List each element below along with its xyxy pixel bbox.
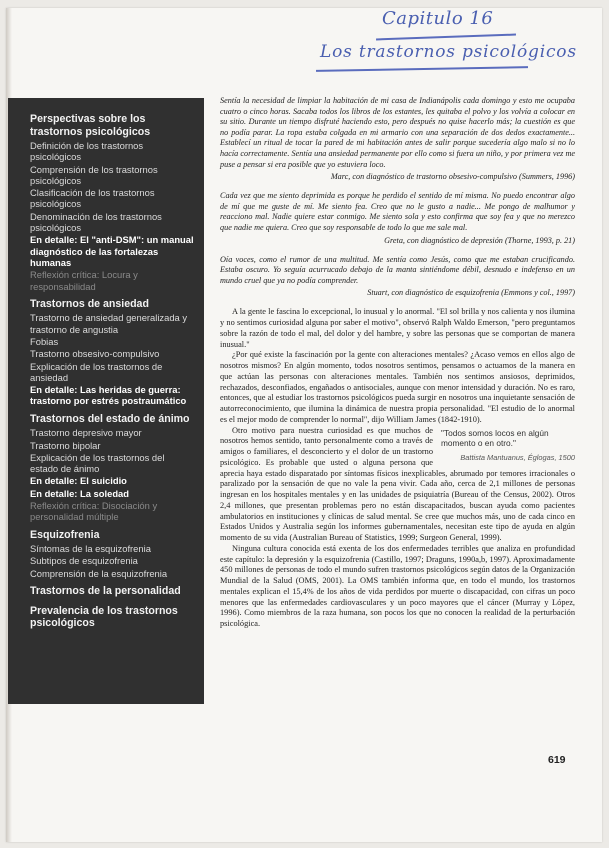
outline-item: Comprensión de la esquizofrenia [30, 567, 168, 579]
quote-3-attribution: Stuart, con diagnóstico de esquizofrenia (Emmons y col., 1997) [367, 288, 575, 298]
outline-item: Explicación de los trastornos de ansiedad [30, 360, 163, 383]
quote-2-attribution: Greta, con diagnóstico de depresión (Thorne, 1993, p. 21) [384, 235, 575, 245]
outline-section-heading: Perspectivas sobre los trastornos psicológicos [30, 113, 151, 138]
outline-item: Subtipos de esquizofrenia [30, 555, 138, 567]
outline-section-heading: Trastornos de la personalidad [30, 585, 181, 597]
outline-item: Trastorno obsesivo-compulsivo [30, 348, 160, 360]
pull-quote-attribution: Battista Mantuanus, Églogas, 1500 [460, 452, 575, 462]
section-spacer [30, 632, 194, 637]
main-text-column [220, 96, 575, 630]
handwritten-chapter-title: Los trastornos psicológicos [320, 42, 577, 62]
outline-item: Definición de los trastornos psicológicos [30, 140, 144, 163]
chapter-outline-sidebar [8, 98, 204, 704]
outline-item: Comprensión de los trastornos psicológicos [30, 163, 158, 186]
outline-item: Trastorno depresivo mayor [30, 427, 142, 439]
outline-section-heading: Esquizofrenia [30, 528, 100, 541]
outline-item: En detalle: El "anti-DSM": un manual diagnóstico de las fortalezas humanas [30, 234, 194, 268]
outline-item: Trastorno bipolar [30, 439, 101, 451]
outline-item: Reflexión crítica: Disociación y personalidad múltiple [30, 500, 158, 523]
body-paragraph-2: ¿Por qué existe la fascinación por la gente con alteraciones mentales? ¿Acaso vemos en ellos algo de nosotros mismos? En algún momento, todos nosotros sentimos, pensamos o actuamos de la manera en que actúan las personas con alteraciones mentales. También nos sentimos ansiosos, deprimidos, rechazados, desconfiados, engañados o antisociales, aunque con menor intensidad y duración. No es raro, entonces, que al estudiar los trastornos psicológicos pueda surgir en nosotros una inquietante sensación de autorreconocimiento, que ilumina la dinámica de nuestra propia personalidad. "El estudio de lo anormal es el mejor modo de comprender lo normal", dijo William James (1842-1910). [220, 350, 575, 424]
chapter-outline-list [8, 98, 204, 637]
margin-pull-quote [441, 428, 575, 462]
quote-1-attribution: Marc, con diagnóstico de trastorno obsesivo-compulsivo (Summers, 1996) [330, 172, 575, 182]
outline-section-heading: Trastornos de ansiedad [30, 297, 149, 310]
body-paragraph-4: Ninguna cultura conocida está exenta de los dos enfermedades terribles que analiza en profundidad este capítulo: la depresión y la esquizofrenia (Castillo, 1997; Draguns, 1990a,b, 1997). Aproximadamente 450 millones de personas de todo el mundo sufren trastornos psicológicos según datos de la Organización Mundial de la Salud (OMS, 2001). La OMS también informa que, en todo el mundo, los trastornos mentales explican el 15,4% de los años de vida perdidos por muerte o discapacidad, con cifras un poco menores que las enfermedades cardiovasculares y un poco mayores que el cáncer (Murray y López, 1996). Como miembros de la raza humana, son pocos los que no conocen la realidad de la perturbación psicológica. [220, 543, 575, 629]
body-paragraph-3: Otro motivo para nuestra curiosidad es que muchos de nosotros hemos sentido, tanto personalmente como a través de amigos o familiares, el desconcierto y el dolor de un trastorno psicológico. Es probable que usted o alguna persona que aprecia haya estado disparatado por síntomas físicos inexplicables, abrumado por temores irracionales o paralizado por la sensación de que no vale la pena vivir. Cada año, cerca de 2,1 millones de personas ingresan en los hospitales mentales y en las unidades de psiquiatría (Bureau of the Census, 2002). Otros 2,4 millones, que presentan problemas pero no están discapacitados, buscan ayuda como pacientes ambulatorios en instituciones y clínicas de salud mental. Se cree que muchos más, uno de cada cinco en Estados Unidos y Australia según los informes gubernamentales, necesitan este tipo de ayuda en algún momento de su vida (Australian Bureau of Statistics, 1999; Surgeon General, 1999). [220, 425, 575, 543]
outline-section-heading: Trastornos del estado de ánimo [30, 412, 190, 425]
outline-item: En detalle: El suicidio [30, 475, 127, 487]
outline-item: En detalle: La soledad [30, 487, 129, 499]
page-number: 619 [548, 754, 566, 766]
body-paragraph-1: A la gente le fascina lo excepcional, lo inusual y lo anormal. "El sol brilla y nos calienta y nos ilumina y no sentimos curiosidad alguna por saber el motivo", observó Ralph Waldo Emerson, "pero preguntamos sobre la razón de todo el mal, del dolor y del hambre, y sobre las personas que se comportan de manera inusual." [220, 307, 575, 349]
outline-item: Trastorno de ansiedad generalizada y trastorno de angustia [30, 312, 188, 335]
outline-item: Fobias [30, 335, 59, 347]
outline-section-heading: Prevalencia de los trastornos psicológicos [30, 604, 178, 629]
opening-quote-1: Sentía la necesidad de limpiar la habitación de mi casa de Indianápolis cada domingo y esto me ocupaba cuatro o cinco horas. Sacaba todos los libros de los estantes, les quitaba el polvo y los volvía a colocar en su sitio. Durante un tiempo disfruté haciendo esto, pero después no quise hacerlo más; la cuestión es que no podía parar. La ropa estaba colgada en mi armario con una separación de dos dedos exactamente... Establecí un ritual de tocar la pared de mi habitación antes de salir porque sucedería algo malo si no lo hacía correctamente. Sentía una ansiedad permanente por ello como si fuera un niño, y por primera vez me puse a pensar si era posible que yo estuviera loco. [220, 96, 575, 169]
opening-quote-2: Cada vez que me siento deprimida es porque he perdido el sentido de mí misma. No puedo encontrar algo de mí que me guste de mí. Me siento fea. Creo que no le gusto a nadie... Me pongo de malhumor y reacciono mal. Nadie quiere estar conmigo. Me siento sola y esto confirma que soy fea y que no merezco que nadie me quiera. Creo que soy responsable de todo lo que me sale mal. [220, 191, 575, 232]
outline-item: Síntomas de la esquizofrenia [30, 543, 151, 555]
outline-item: Explicación de los trastornos del estado de ánimo [30, 451, 165, 475]
outline-item: En detalle: Las heridas de guerra: trastorno por estrés postraumático [30, 384, 187, 407]
outline-item: Denominación de los trastornos psicológicos [30, 210, 162, 234]
outline-item: Clasificación de los trastornos psicológicos [30, 187, 155, 210]
outline-item: Reflexión crítica: Locura y responsabilidad [30, 269, 138, 292]
opening-quote-3: Oía voces, como el rumor de una multitud. Me sentía como Jesús, como que me estaban crucificando. Estaba oscuro. Yo seguía acurrucado debajo de la manta sintiéndome débil, desnudo e indefenso en un mundo cruel que ya no podía comprender. [220, 254, 575, 285]
handwritten-chapter-label: Capitulo 16 [382, 8, 494, 29]
pull-quote-text: "Todos somos locos en algún momento o en otro." [441, 427, 549, 449]
